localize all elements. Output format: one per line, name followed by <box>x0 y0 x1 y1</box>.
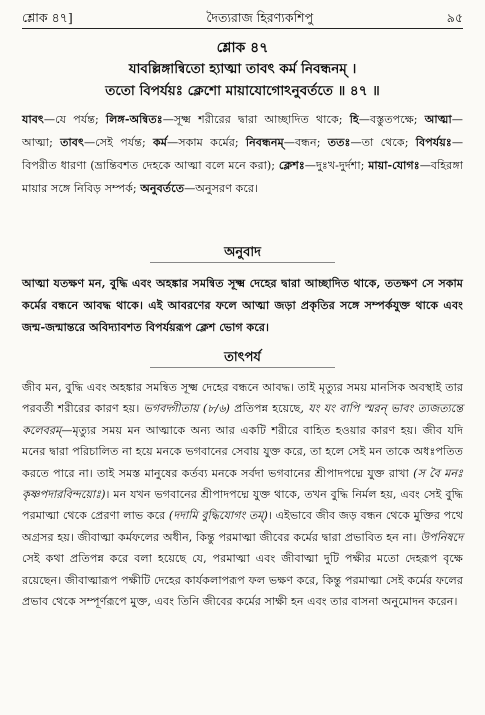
sanskrit-quote: (দদামি বুদ্ধিযোগং তম্) <box>168 509 268 523</box>
synonym-term: কর্ম <box>152 135 168 149</box>
synonym-meaning: —সেই পর্যন্ত; <box>83 136 153 149</box>
synonym-meaning: —বহিরঙ্গা মায়ার সঙ্গে নিবিড় সম্পর্ক; <box>22 159 463 195</box>
translation-divider <box>150 262 335 263</box>
synonym-term: তাবৎ <box>60 135 84 149</box>
synonym-term: ততঃ <box>327 135 351 149</box>
translation-heading: অনুবাদ <box>224 245 261 260</box>
synonym-term: মায়া-যোগঃ <box>368 158 420 172</box>
header-page-number: ৯৫ <box>446 10 463 25</box>
sanskrit-quote: (স বৈ মনঃ কৃষ্ণপদারবিন্দয়োঃ) <box>22 466 464 502</box>
synonym-term: অনুবর্ততে <box>140 181 185 195</box>
synonym-meaning: —সূক্ষ্ম শরীরের দ্বারা আচ্ছাদিত থাকে; <box>162 113 350 126</box>
synonym-term: ক্লেশঃ <box>278 158 305 172</box>
synonym-meaning: —যে পর্যন্ত; <box>43 113 106 126</box>
synonym-term: নিবন্ধনম্ <box>245 135 284 149</box>
purport-segment: সেই কথা প্রতিপন্ন করে বলা হয়েছে যে, পরমাত্মা এবং জীবাত্মা দুটি পক্ষীর মতো দেহরূপ বৃক্ষে রয়েছেন। জীবাত্মারূপ পক্ষীটি দেহের কার্যকলাপরূপ ফল ভক্ষণ করে, কিন্তু পরমাত্মা সেই কর্মের ফলের প্রভাব থেকে সম্পূর্ণরূপে মুক্ত, এবং তিনি জীবের কর্মের সাক্ষী হন এবং তার বাসনা অনুমোদন করেন। <box>22 552 463 609</box>
scripture-reference: উপনিষদে <box>420 530 463 544</box>
purport-segment: । মন যখন ভগবানের শ্রীপাদপদ্মে যুক্ত থাকে, তখন বুদ্ধি নির্মল হয়, এবং সেই বুদ্ধি পরমাত্মা থেকে প্রেরণা লাভ করে <box>22 488 463 523</box>
verse-line-2: ততো বিপর্যয়ঃ ক্লেশো মায়াযোগোঽনুবর্ততে ॥ ৪৭ ॥ <box>105 83 380 99</box>
purport-segment: জীব মন, বুদ্ধি এবং অহঙ্কার সমন্বিত সূক্ষ্ম দেহের বন্ধনে আবদ্ধ। তাই মৃত্যুর সময় মানসিক অবস্থাই তার পরবর্তী শরীরের কারণ হয়। <box>22 381 463 416</box>
synonym-term: বিপর্যয়ঃ <box>415 135 452 149</box>
header-chapter-title: দৈত্যরাজ হিরণ্যকশিপু <box>206 10 314 25</box>
synonym-meaning: —তা থেকে; <box>350 136 416 149</box>
purport-divider <box>150 367 335 368</box>
scripture-reference: ভগবদ্গীতায় (৮/৬) <box>143 402 230 416</box>
synonym-term: যাবৎ <box>22 112 44 126</box>
synonym-meaning: —সকাম কর্মের; <box>167 136 246 149</box>
running-header <box>22 8 463 29</box>
sanskrit-quote: যং যং বাপি স্মরন্ ভাবং ত্যজত্যন্তে কলেবরম্ <box>22 402 463 437</box>
word-for-word-synonyms <box>22 108 463 200</box>
synonym-meaning: —বন্ধন; <box>283 136 328 149</box>
verse-line-1: যাবল্লিঙ্গান্বিতো হ্যাত্মা তাবৎ কর্ম নিবন্ধনম্ । <box>128 61 357 77</box>
header-verse-ref: শ্লোক ৪৭] <box>22 10 73 25</box>
purport-segment: —মৃত্যুর সময় মন আত্মাকে অন্য আর একটি শরীরে বাহিত হওয়ার কারণ হয়। জীব যদি মনের দ্বারা পরিচালিত না হয়ে মনকে ভগবানের সেবায় যুক্ত করে, তা হলে সেই মন তাকে অধঃপতিত করতে পারে না। তাই সমস্ত মানুষের কর্তব্য মনকে সর্বদা ভগবানের শ্রীপাদপদ্মে যুক্ত রাখা <box>22 423 463 480</box>
synonym-meaning: —আত্মা; <box>22 113 463 149</box>
synonym-meaning: —বস্তুতপক্ষে; <box>358 113 425 126</box>
synonym-meaning: —অনুসরণ করে। <box>184 182 259 195</box>
purport-text <box>22 377 463 612</box>
synonym-term: হি <box>349 112 359 126</box>
synonym-term: আত্মা <box>424 112 452 126</box>
translation-text: আত্মা যতক্ষণ মন, বুদ্ধি এবং অহঙ্কার সমন্বিত সূক্ষ্ম দেহের দ্বারা আচ্ছাদিত থাকে, ততক্ষণ সে সকাম কর্মের বন্ধনে আবদ্ধ থাকে। এই আবরণের ফলে আত্মা জড়া প্রকৃতির সঙ্গে সম্পর্কযুক্ত থাকে এবং জন্ম-জন্মান্তরে অবিদ্যাবশত বিপর্যয়রূপ ক্লেশ ভোগ করে। <box>22 276 463 334</box>
synonym-meaning: —বিপরীত ধারণা (ভ্রান্তিবশত দেহকে আত্মা বলে মনে করা); <box>22 136 463 172</box>
purport-heading: তাৎপর্য <box>224 350 261 365</box>
purport-segment: । এইভাবে জীব জড় বন্ধন থেকে মুক্তির পথে অগ্রসর হয়। জীবাত্মা কর্মফলের অধীন, কিন্তু পরমাত্মা জীবের কর্মের দ্বারা প্রভাবিত হন না। <box>22 509 463 544</box>
synonym-term: লিঙ্গ-অন্বিতঃ <box>105 112 163 126</box>
verse-number-title: শ্লোক ৪৭ <box>216 40 269 56</box>
purport-segment: প্রতিপন্ন হয়েছে, <box>229 402 309 416</box>
synonym-meaning: —দুঃখ-দুর্দশা; <box>304 159 369 172</box>
